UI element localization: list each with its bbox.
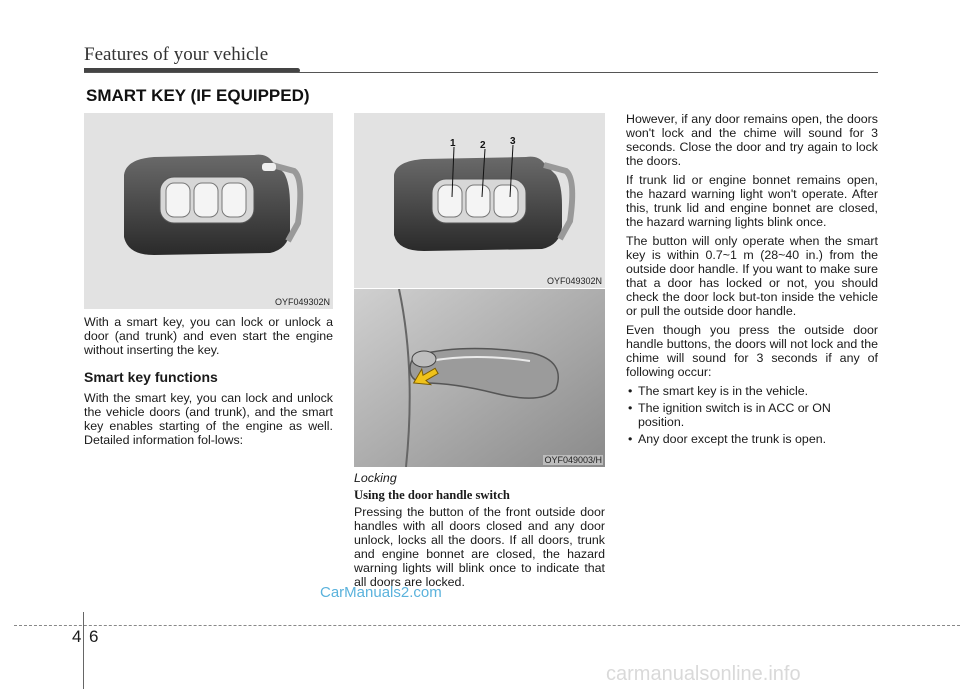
button-number-label: 1 [450,138,456,149]
column-3 [626,112,878,449]
column-1 [84,315,333,452]
chapter-number: 4 [72,627,82,646]
figure-caption: OYF049302N [546,276,602,286]
smart-key-figure [84,113,333,309]
column-2 [354,471,605,594]
list-item: • The ignition switch is in ACC or ON position. [628,401,831,429]
list-item: • Any door except the trunk is open. [628,432,827,446]
page-number: 6 [89,627,99,646]
smart-key-buttons-figure [354,113,605,288]
condition-list [626,384,878,446]
door-handle-switch-heading: Using the door handle switch [354,488,510,502]
button-number-label: 3 [510,136,516,147]
body-paragraph: The button will only operate when the smart key is within 0.7~1 m (28~40 in.) from the outside door handle. If you want to make sure that a door has locked or not, you should check the door lock but-ton inside the vehicle or pull the outside door handle. [626,234,878,318]
subsection-heading: Smart key functions [84,369,218,385]
body-paragraph: However, if any door remains open, the doors won't lock and the chime will sound for 3 seconds. Close the door and try again to lock the doors. [626,112,878,168]
button-number-label: 2 [480,140,486,151]
footer-site-text: carmanualsonline.info [606,663,801,685]
list-item: • The smart key is in the vehicle. [628,384,809,398]
watermark-text: CarManuals2.com [320,584,442,601]
page-number-divider [83,612,84,689]
door-handle-figure [354,289,605,467]
body-paragraph: Even though you press the outside door handle buttons, the doors will not lock and the chime will sound for 3 seconds if any of following occur: [626,323,878,379]
intro-paragraph: With a smart key, you can lock or unlock a door (and trunk) and even start the engine without inserting the key. [84,315,333,357]
section-title: SMART KEY (IF EQUIPPED) [86,86,310,105]
locking-heading: Locking [354,471,397,485]
smart-key-illustration [84,113,333,309]
smart-key-buttons-illustration [354,113,605,288]
body-paragraph: With the smart key, you can lock and unlock the vehicle doors (and trunk), and the smart key enables starting of the engine as well. Detailed information fol-lows: [84,391,333,447]
figure-caption: OYF049302N [274,297,330,307]
body-paragraph: Pressing the button of the front outside door handles with all doors closed and any door unlock, locks all the doors. If all doors, trunk and engine bonnet are closed, the hazard warning lights will blink once to indicate that all doors are locked. [354,505,605,589]
body-paragraph: If trunk lid or engine bonnet remains open, the hazard warning light won't operate. After this, trunk lid and engine bonnet are closed, the hazard warning lights blink once. [626,173,878,229]
footer-rule [14,625,960,626]
door-handle-illustration [354,289,605,467]
page-header-title: Features of your vehicle [84,44,269,65]
header-rule [84,72,878,73]
figure-caption: OYF049003/H [544,455,602,465]
